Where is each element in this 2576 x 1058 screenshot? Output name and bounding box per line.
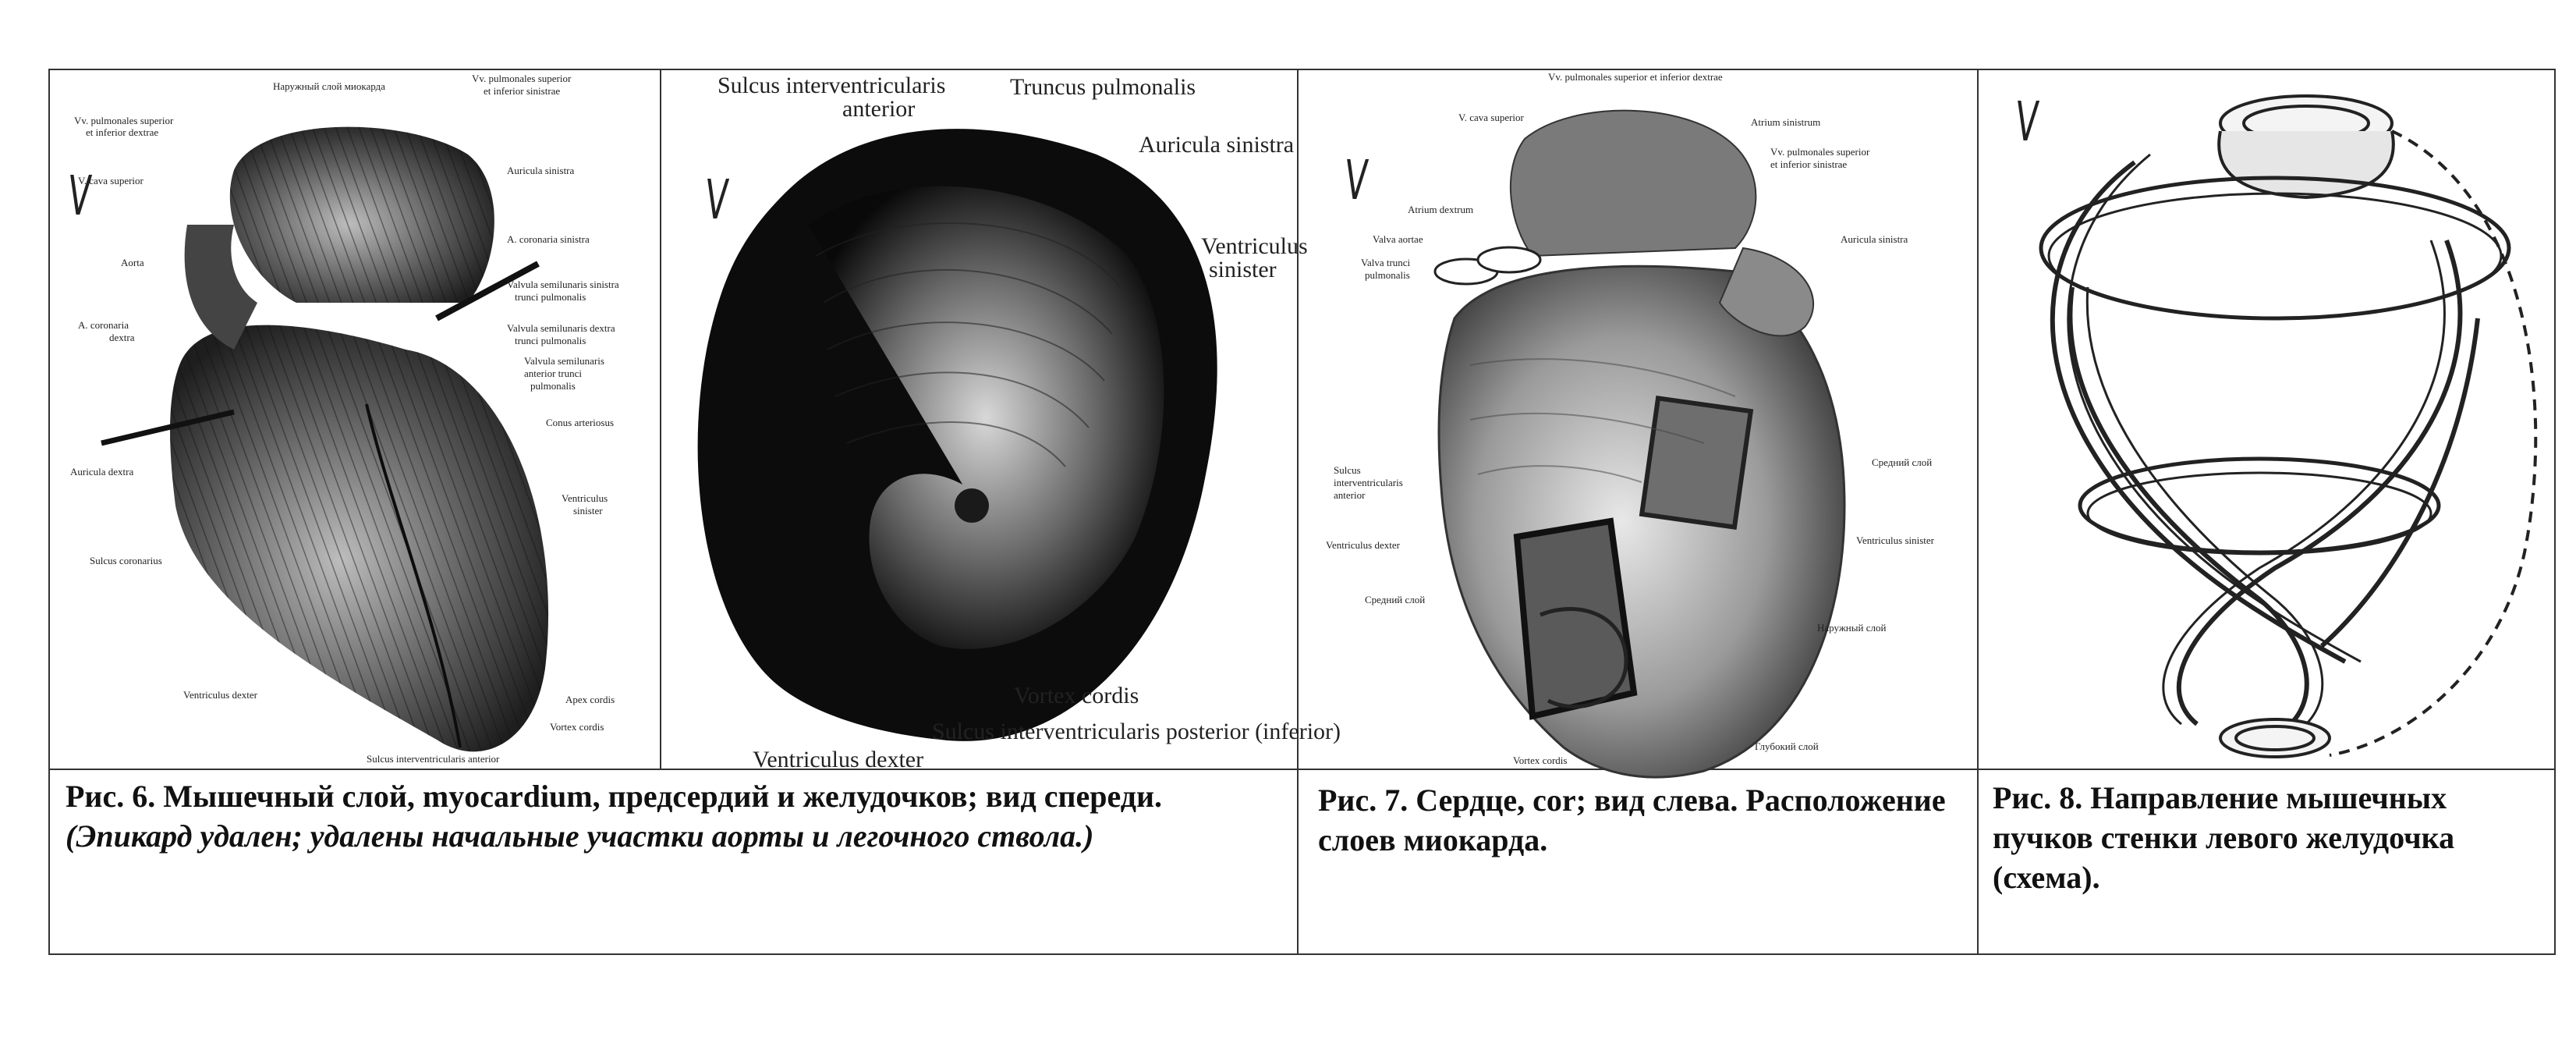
label: Valva trunci (1361, 257, 1411, 268)
label: Sulcus interventricularis (718, 73, 946, 98)
label: Vortex cordis (1014, 683, 1139, 708)
figure-7-caption-text: Рис. 7. Сердце, cor; вид слева. Расположение слоев миокарда. (1318, 783, 1946, 858)
deep-myocardium-illustration (660, 69, 1299, 771)
label: Средний слой (1365, 594, 1426, 605)
label: Ventriculus (562, 492, 608, 504)
label: Ventriculus dexter (183, 689, 257, 701)
label: Ventriculus sinister (1856, 534, 1935, 546)
label: anterior trunci (524, 367, 582, 379)
heart-left-view-illustration (1299, 69, 1977, 771)
label: Auricula dextra (70, 466, 134, 478)
label: Ventriculus dexter (1326, 539, 1400, 551)
label: interventricularis (1334, 477, 1403, 488)
label: Vv. pulmonales superior (74, 115, 174, 126)
figure-7-caption (1318, 780, 1958, 860)
label: Vv. pulmonales superior et inferior dextrae (1548, 71, 1723, 83)
figure-8-caption (1993, 778, 2539, 898)
label: Truncus pulmonalis (1010, 74, 1196, 100)
label: sinister (1209, 257, 1277, 282)
figure-6-caption (66, 776, 1282, 856)
label: Atrium dextrum (1408, 204, 1474, 215)
label: Valvula semilunaris (524, 355, 604, 367)
label: sinister (573, 505, 603, 517)
label: Наружный слой миокарда (273, 80, 385, 92)
label: V. cava superior (78, 175, 144, 186)
label: Auricula sinistra (1841, 233, 1908, 245)
label: Aorta (121, 257, 144, 268)
label: A. coronaria (78, 319, 129, 331)
label: V. cava superior (1458, 112, 1524, 123)
figure-6-caption-title: Рис. 6. Мышечный слой, myocardium, предсердий и желудочков; вид спереди. (66, 779, 1163, 814)
check-mark: V (2013, 90, 2041, 154)
label: A. coronaria sinistra (507, 233, 590, 245)
label: pulmonalis (530, 380, 576, 392)
label: anterior (1334, 489, 1366, 501)
label: trunci pulmonalis (515, 335, 586, 346)
label: Valva aortae (1373, 233, 1423, 245)
check-mark: V (66, 164, 94, 228)
label: Ventriculus (1201, 233, 1308, 259)
label: Глубокий слой (1755, 740, 1819, 752)
label: Sulcus (1334, 464, 1361, 476)
label: Sulcus interventricularis anterior (367, 753, 500, 765)
label: Vv. pulmonales superior (472, 73, 572, 84)
label: anterior (842, 96, 916, 122)
label: et inferior sinistrae (484, 85, 561, 97)
label: Conus arteriosus (546, 417, 615, 428)
label: Ventriculus dexter (753, 747, 924, 772)
label: Наружный слой (1817, 622, 1887, 634)
label: Vortex cordis (550, 721, 604, 733)
label: Auricula sinistra (507, 165, 575, 176)
label: et inferior dextrae (86, 126, 159, 138)
label: Vortex cordis (1513, 754, 1568, 766)
label: trunci pulmonalis (515, 291, 586, 303)
check-mark: V (1342, 148, 1370, 212)
label: Atrium sinistrum (1751, 116, 1821, 128)
label: Vv. pulmonales superior (1770, 146, 1870, 158)
check-mark: V (703, 168, 731, 232)
frame-bottom (48, 953, 2556, 955)
label: Sulcus coronarius (90, 555, 162, 566)
label: Sulcus interventricularis posterior (inferior) (932, 719, 1341, 744)
label: Apex cordis (565, 694, 615, 705)
label: Auricula sinistra (1139, 132, 1295, 158)
figure-8-caption-text: Рис. 8. Направление мышечных пучков стенки левого желудочка (схема). (1993, 780, 2455, 896)
label: dextra (109, 332, 135, 343)
muscle-bundle-scheme (1979, 69, 2556, 771)
label: Средний слой (1872, 456, 1933, 468)
label: et inferior sinistrae (1770, 158, 1848, 170)
figure-6-caption-note: (Эпикард удален; удалены начальные участки аорты и легочного ствола.) (66, 818, 1094, 854)
label: Valvula semilunaris sinistra (507, 279, 619, 290)
label: Valvula semilunaris dextra (507, 322, 615, 334)
label: pulmonalis (1365, 269, 1410, 281)
